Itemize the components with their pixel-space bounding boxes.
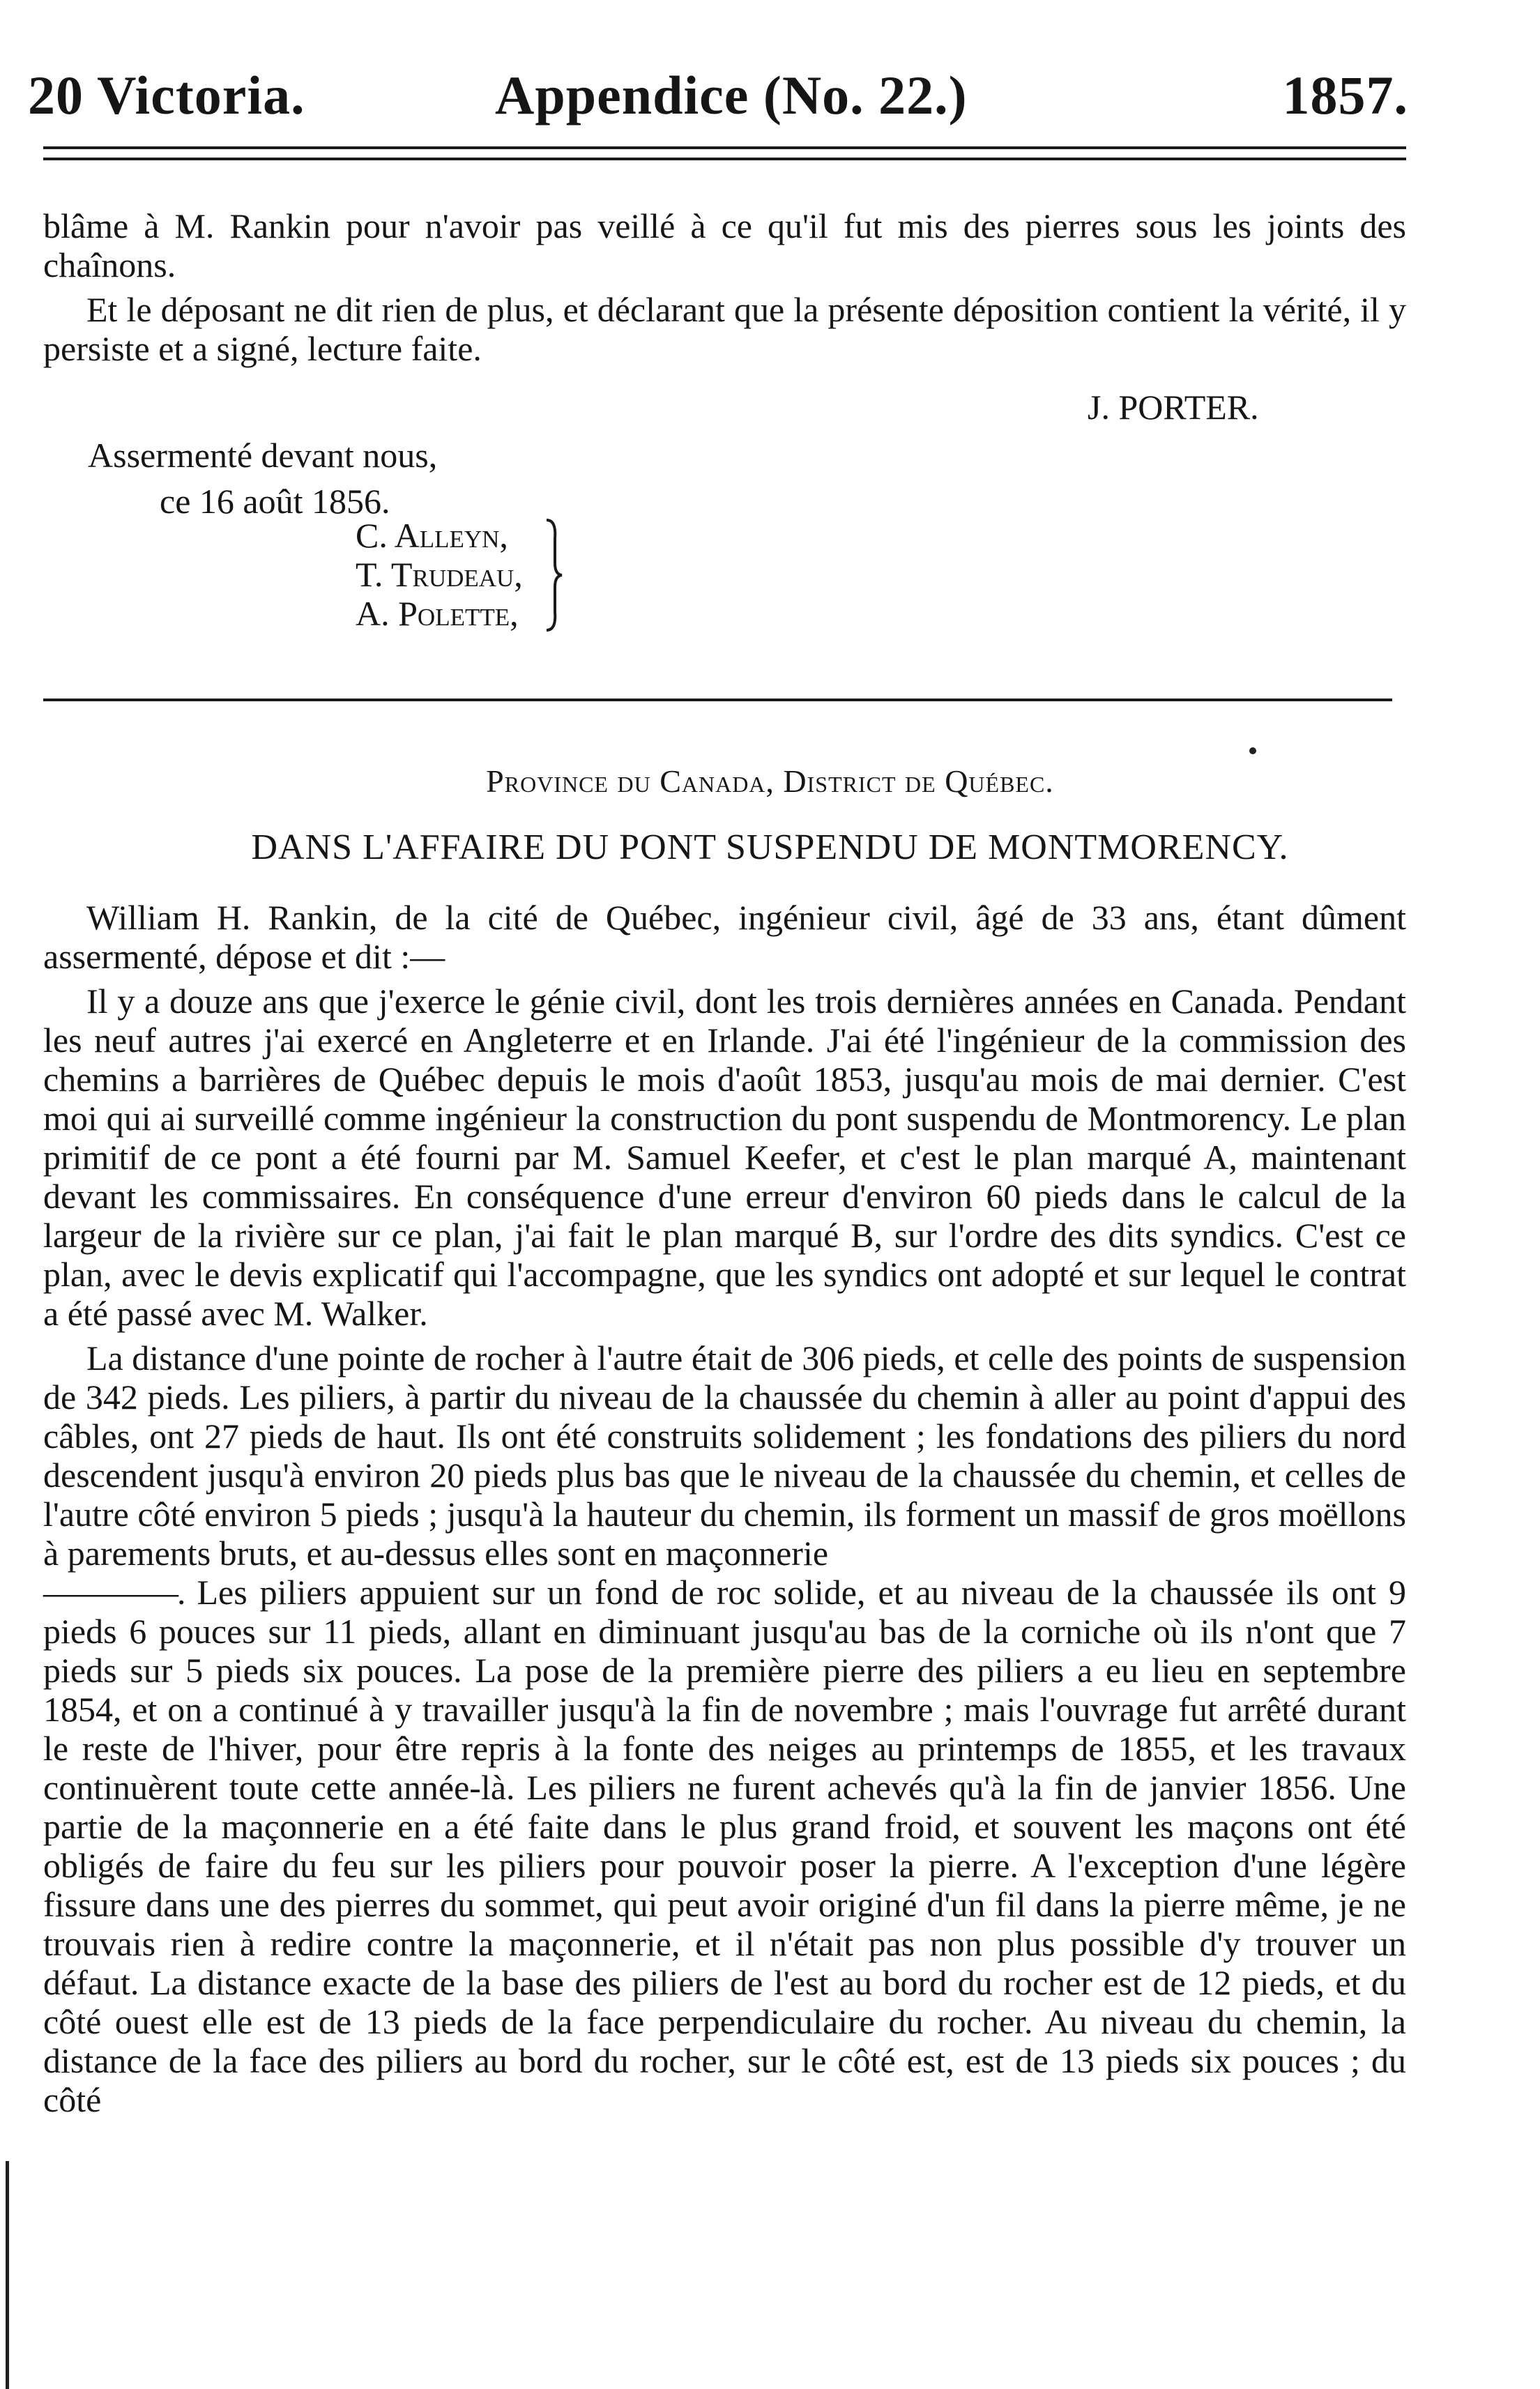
header-appendix: Appendice (No. 22.): [495, 65, 968, 125]
sworn-date: ce 16 août 1856.: [160, 482, 390, 521]
case-title: DANS L'AFFAIRE DU PONT SUSPENDU DE MONTMORENCY.: [251, 827, 1289, 867]
deposition-paragraph: Et le déposant ne dit rien de plus, et déclarant que la présente déposition contient la vérité, il y persiste et a signé, lecture faite.: [43, 290, 1406, 368]
scan-margin-mark: [6, 2161, 9, 2389]
header-year: 1857.: [1282, 65, 1408, 125]
header-rule-bottom: [43, 158, 1406, 160]
sworn-statement: [88, 432, 437, 524]
deposition-end-text: [43, 206, 1406, 374]
sworn-line: Assermenté devant nous,: [88, 436, 438, 475]
witness-name: C. Alleyn,: [356, 516, 508, 555]
witness-list: [356, 516, 523, 633]
witness-brace: [544, 517, 565, 633]
deposition-paragraph: [43, 1338, 1406, 2119]
deposition-paragraph: William H. Rankin, de la cité de Québec, ingénieur civil, âgé de 33 ans, étant dûment assermenté, dépose et dit :—: [43, 898, 1406, 976]
header-rule-top: [43, 146, 1406, 149]
blank-dash: ————.: [43, 1573, 185, 1612]
paragraph-text: La distance d'une pointe de rocher à l'autre était de 306 pieds, et celle des points de suspension de 342 pieds. Les piliers, à partir du niveau de la chaussée du chemin à aller au point d'appui des câbles, ont 27 pieds de haut. Ils ont été construits solidement ; les fondations des piliers du nord descendent jusqu'à environ 20 pieds plus bas que le niveau de la chaussée du chemin, et celles de l'autre côté environ 5 pieds ; jusqu'à la hauteur du chemin, ils forment un massif de gros moëllons à parements bruts, et au-dessus elles sont en maçonnerie: [43, 1338, 1406, 1573]
paragraph-text: Les piliers appuient sur un fond de roc solide, et au niveau de la chaussée ils ont 9 pieds 6 pouces sur 11 pieds, allant en diminuant jusqu'au bas de la corniche où ils n'ont que 7 pieds sur 5 pieds six pouces. La pose de la première pierre des piliers a eu lieu en septembre 1854, et on a continué à y travailler jusqu'à la fin de novembre ; mais l'ouvrage fut arrêté durant le reste de l'hiver, pour être repris à la fonte des neiges au printemps de 1855, et les travaux continuèrent toute cette année-là. Les piliers ne furent achevés qu'à la fin de janvier 1856. Une partie de la maçonnerie en a été faite dans le plus grand froid, et souvent les maçons ont été obligés de faire du feu sur les piliers pour pouvoir poser la pierre. A l'exception d'une légère fissure dans une des pierres du sommet, qui peut avoir originé d'un fil dans la pierre même, je ne trouvais rien à redire contre la maçonnerie, et il n'était pas non plus possible d'y trouver un défaut. La distance exacte de la base des piliers de l'est au bord du rocher est de 12 pieds, et du côté ouest elle est de 13 pieds de la face perpendiculaire du rocher. Au niveau du chemin, la distance de la face des piliers au bord du rocher, sur le côté est, est de 13 pieds six pouces ; du côté: [43, 1573, 1407, 2119]
section-divider: [43, 699, 1392, 701]
deposition-paragraph: Il y a douze ans que j'exerce le génie civil, dont les trois dernières années en Canada. Pendant les neuf autres j'ai exercé en Angleterre et en Irlande. J'ai été l'ingénieur de la commission des chemins a barrières de Québec depuis le mois d'août 1853, jusqu'au mois de mai dernier. C'est moi qui ai surveillé comme ingénieur la construction du pont suspendu de Montmorency. Le plan primitif de ce pont a été fourni par M. Samuel Keefer, et c'est le plan marqué A, maintenant devant les commissaires. En conséquence d'une erreur d'environ 60 pieds dans le calcul de la largeur de la rivière sur ce plan, j'ai fait le plan marqué B, sur l'ordre des dits syndics. C'est ce plan, avec le devis explicatif qui l'accompagne, que les syndics ont adopté et sur lequel le contrat a été passé avec M. Walker.: [43, 982, 1406, 1333]
page-header: [28, 57, 1408, 134]
print-speck: [1249, 747, 1256, 754]
rankin-deposition: [43, 898, 1406, 2125]
deposition-paragraph: blâme à M. Rankin pour n'avoir pas veillé à ce qu'il fut mis des pierres sous les joints des chaînons.: [43, 206, 1406, 284]
witness-name: T. Trudeau,: [356, 555, 523, 594]
signature-porter: J. PORTER.: [1088, 388, 1259, 427]
province-heading: Province du Canada, District de Québec.: [486, 763, 1054, 799]
header-session: 20 Victoria.: [28, 65, 305, 125]
witness-name: A. Polette,: [356, 594, 519, 633]
